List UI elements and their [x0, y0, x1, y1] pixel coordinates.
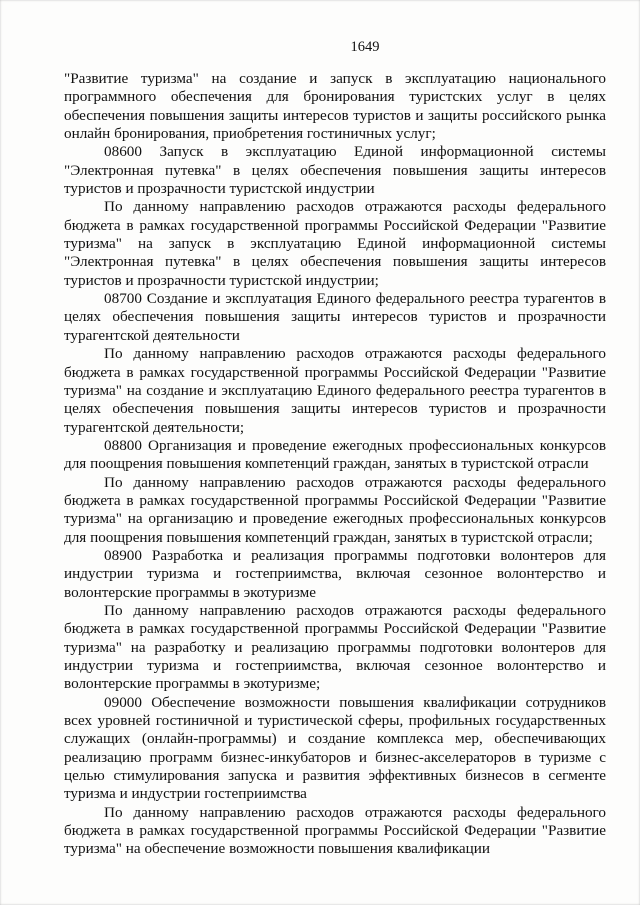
- paragraph: 08900 Разработка и реализация программы подготовки волонтеров для индустрии туризма и гостеприимства, включая сезонное волонтерство и волонтерские программы в экотуризме: [64, 546, 606, 601]
- paragraph: По данному направлению расходов отражаются расходы федерального бюджета в рамках государственной программы Российской Федерации "Развитие туризма" на обеспечение возможности повышения квалификации: [64, 803, 606, 858]
- paragraph: 08700 Создание и эксплуатация Единого федерального реестра турагентов в целях обеспечения повышения защиты интересов туристов и прозрачности турагентской деятельности: [64, 290, 606, 344]
- paragraph: 09000 Обеспечение возможности повышения квалификации сотрудников всех уровней гостиничной и туристической сферы, профильных государственных служащих (онлайн-программы) и создание комплекса мер, обеспечивающих реализацию программ бизнес-инкубаторов и бизнес-акселераторов в туризме с целью стимулирования запуска и развития эффективных бизнесов в сегменте туризма и индустрии гостеприимства: [64, 693, 606, 803]
- paragraph: 08600 Запуск в эксплуатацию Единой информационной системы "Электронная путевка" в целях обеспечения повышения защиты интересов туристов и прозрачности туристской индустрии: [64, 143, 606, 198]
- paragraph: По данному направлению расходов отражаются расходы федерального бюджета в рамках государственной программы Российской Федерации "Развитие туризма" на разработку и реализацию программы подготовки волонтеров для индустрии туризма и гостеприимства, включая сезонное волонтерство и волонтерские программы в экотуризме;: [64, 601, 606, 693]
- paragraph: По данному направлению расходов отражаются расходы федерального бюджета в рамках государственной программы Российской Федерации "Развитие туризма" на организацию и проведение ежегодных профессиональных конкурсов для поощрения повышения компетенций граждан, занятых в туристской отрасли;: [64, 473, 606, 546]
- paragraph: "Развитие туризма" на создание и запуск в эксплуатацию национального программного обеспечения для бронирования туристских услуг в целях обеспечения повышения защиты интересов туристов и защиты российского рынка онлайн бронирования, приобретения гостиничных услуг;: [64, 70, 606, 143]
- paragraph: По данному направлению расходов отражаются расходы федерального бюджета в рамках государственной программы Российской Федерации "Развитие туризма" на запуск в эксплуатацию Единой информационной системы "Электронная путевка" в целях обеспечения повышения защиты интересов туристов и прозрачности туристской индустрии;: [64, 198, 606, 289]
- document-body: [64, 70, 606, 859]
- paragraph: По данному направлению расходов отражаются расходы федерального бюджета в рамках государственной программы Российской Федерации "Развитие туризма" на создание и эксплуатацию Единого федерального реестра турагентов в целях обеспечения повышения защиты интересов туристов и прозрачности турагентской деятельности;: [64, 345, 606, 436]
- paragraph: 08800 Организация и проведение ежегодных профессиональных конкурсов для поощрения повышения компетенций граждан, занятых в туристской отрасли: [64, 436, 606, 473]
- page-number: 1649: [350, 39, 380, 55]
